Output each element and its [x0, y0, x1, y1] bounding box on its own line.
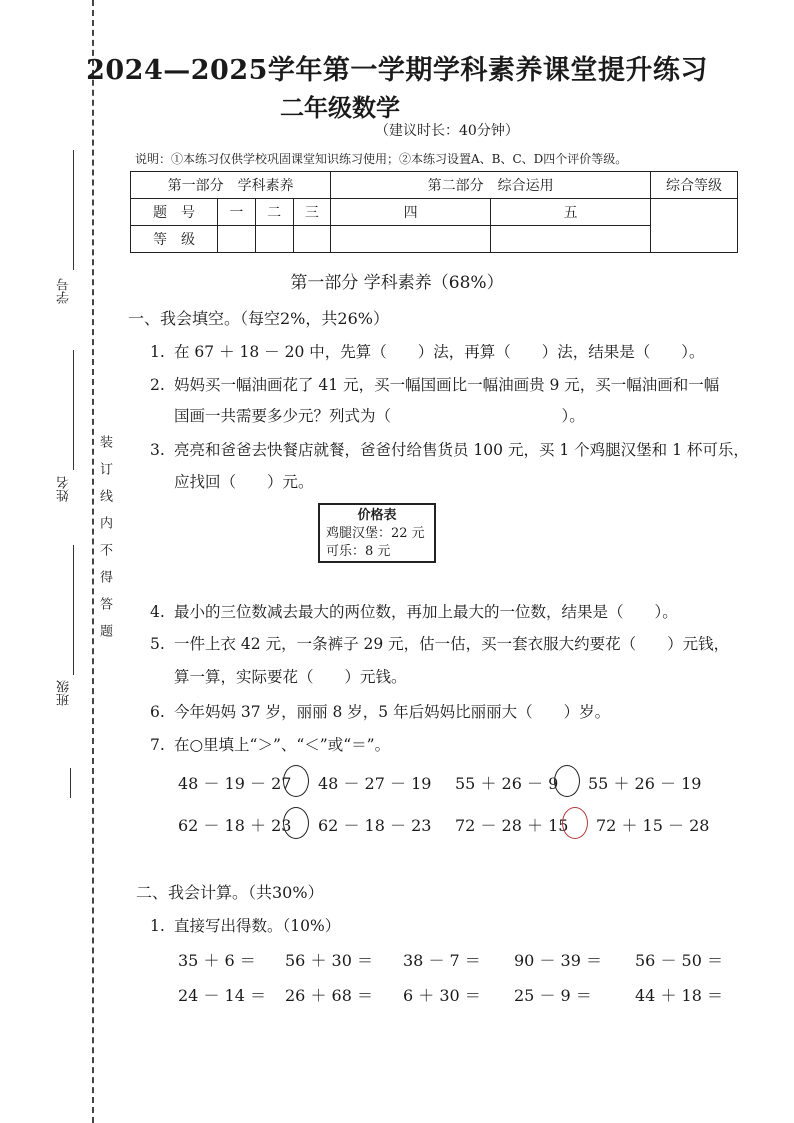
- calc-item: 25 － 9 ＝: [514, 986, 592, 1005]
- compare-2-circle[interactable]: [554, 765, 580, 797]
- grade-overall-header: 综合等级: [651, 172, 738, 199]
- question-number: 6.: [150, 703, 165, 721]
- compare-1-circle[interactable]: [283, 765, 309, 797]
- question-number: 1.: [150, 343, 165, 361]
- price-item-burger: 鸡腿汉堡：22 元: [326, 526, 425, 541]
- compare-1-left: 48 － 19 － 27: [178, 774, 292, 793]
- grade-col-4: 四: [331, 199, 491, 226]
- compare-3-circle[interactable]: [283, 807, 309, 839]
- grade-cell-5[interactable]: [491, 226, 651, 253]
- calc-item: 35 ＋ 6 ＝: [178, 951, 256, 970]
- question-6: [150, 700, 610, 722]
- question-2: [150, 373, 719, 395]
- question-text: 亮亮和爸爸去快餐店就餐，爸爸付给售货员 100 元，买 1 个鸡腿汉堡和 1 杯可乐，: [174, 441, 749, 459]
- question-text: 在○里填上“＞”、“＜”或“＝”。: [174, 736, 391, 754]
- grade-row-grade-label: 等 级: [131, 226, 218, 253]
- question-1: [150, 340, 704, 362]
- calc-item: 90 － 39 ＝: [514, 951, 602, 970]
- page-subtitle: 二年级数学: [280, 93, 400, 122]
- name-label: 姓名: [57, 476, 72, 502]
- grade-table: [130, 171, 738, 253]
- question-number: 1.: [150, 917, 165, 935]
- price-table-title: 价格表: [357, 508, 397, 523]
- compare-3-left: 62 － 18 ＋ 23: [178, 816, 292, 835]
- grade-part1-header: 第一部分 学科素养: [131, 172, 331, 199]
- student-id-line: [73, 150, 74, 270]
- grade-col-2: 二: [255, 199, 293, 226]
- grade-row-question-label: 题 号: [131, 199, 218, 226]
- question-3: [150, 438, 749, 460]
- grade-part2-header: 第二部分 综合运用: [331, 172, 651, 199]
- question-text: 今年妈妈 37 岁，丽丽 8 岁，5 年后妈妈比丽丽大（ ）岁。: [174, 703, 611, 721]
- calc-item: 44 ＋ 18 ＝: [635, 986, 723, 1005]
- question-5-cont: 算一算，实际要花（ ）元钱。: [174, 668, 407, 686]
- question-7: [150, 733, 390, 755]
- calc-item: 24 － 14 ＝: [178, 986, 266, 1005]
- grade-col-5: 五: [491, 199, 651, 226]
- grade-cell-3[interactable]: [293, 226, 331, 253]
- calc-item: 6 ＋ 30 ＝: [403, 986, 481, 1005]
- question-text: 在 67 ＋ 18 － 20 中，先算（ ）法，再算（ ）法，结果是（ ）。: [174, 343, 705, 361]
- part1-title: 一、我会填空。（每空2%，共26%）: [128, 309, 389, 328]
- class-label: 班级: [57, 680, 72, 706]
- question-text: 一件上衣 42 元，一条裤子 29 元，估一估，买一套衣服大约要花（ ）元钱，: [174, 635, 730, 653]
- suggested-time: （建议时长：40分钟）: [375, 123, 519, 139]
- student-id-label: 学号: [57, 278, 72, 304]
- calc-item: 56 ＋ 30 ＝: [285, 951, 373, 970]
- question-number: 7.: [150, 736, 165, 754]
- question-4: [150, 600, 678, 622]
- calc-item: 26 ＋ 68 ＝: [285, 986, 373, 1005]
- calc-item: 38 － 7 ＝: [403, 951, 481, 970]
- question-number: 5.: [150, 635, 165, 653]
- grade-cell-1[interactable]: [218, 226, 256, 253]
- grade-overall-cell[interactable]: [651, 199, 738, 253]
- compare-4-circle[interactable]: [562, 807, 588, 839]
- question-number: 4.: [150, 603, 165, 621]
- question-3-cont: 应找回（ ）元。: [174, 473, 314, 491]
- question-number: 2.: [150, 376, 165, 394]
- section1-heading: 第一部分 学科素养（68%）: [290, 273, 504, 293]
- calc-question-1: [150, 914, 340, 936]
- question-5: [150, 632, 729, 654]
- grade-cell-2[interactable]: [255, 226, 293, 253]
- compare-2-right: 55 ＋ 26 － 19: [588, 774, 702, 793]
- binding-warning: 装订线内不得答题: [97, 435, 112, 651]
- compare-3-right: 62 － 18 － 23: [318, 816, 432, 835]
- question-2-cont: 国画一共需要多少元？列式为（ ）。: [174, 407, 585, 425]
- calc-item: 56 － 50 ＝: [635, 951, 723, 970]
- question-text: 直接写出得数。（10%）: [174, 917, 341, 935]
- binding-dashed-line: [92, 0, 94, 1123]
- instructions-note: 说明：①本练习仅供学校巩固课堂知识练习使用；②本练习设置A、B、C、D四个评价等级。: [135, 152, 628, 166]
- question-number: 3.: [150, 441, 165, 459]
- question-text: 妈妈买一幅油画花了 41 元，买一幅国画比一幅油画贵 9 元，买一幅油画和一幅: [174, 376, 720, 394]
- compare-4-right: 72 ＋ 15 － 28: [596, 816, 710, 835]
- question-text: 最小的三位数减去最大的两位数，再加上最大的一位数，结果是（ ）。: [174, 603, 678, 621]
- page-title: 2024—2025学年第一学期学科素养课堂提升练习: [86, 55, 708, 86]
- part2-title: 二、我会计算。（共30%）: [136, 883, 324, 902]
- grade-cell-4[interactable]: [331, 226, 491, 253]
- price-table: [318, 503, 436, 563]
- grade-col-3: 三: [293, 199, 331, 226]
- compare-2-left: 55 ＋ 26 － 9: [455, 774, 559, 793]
- margin-mark: [70, 768, 71, 798]
- grade-col-1: 一: [218, 199, 256, 226]
- price-item-cola: 可乐：8 元: [326, 544, 391, 559]
- compare-1-right: 48 － 27 － 19: [318, 774, 432, 793]
- class-line: [73, 545, 74, 675]
- compare-4-left: 72 － 28 ＋ 15: [455, 816, 569, 835]
- name-line: [73, 350, 74, 470]
